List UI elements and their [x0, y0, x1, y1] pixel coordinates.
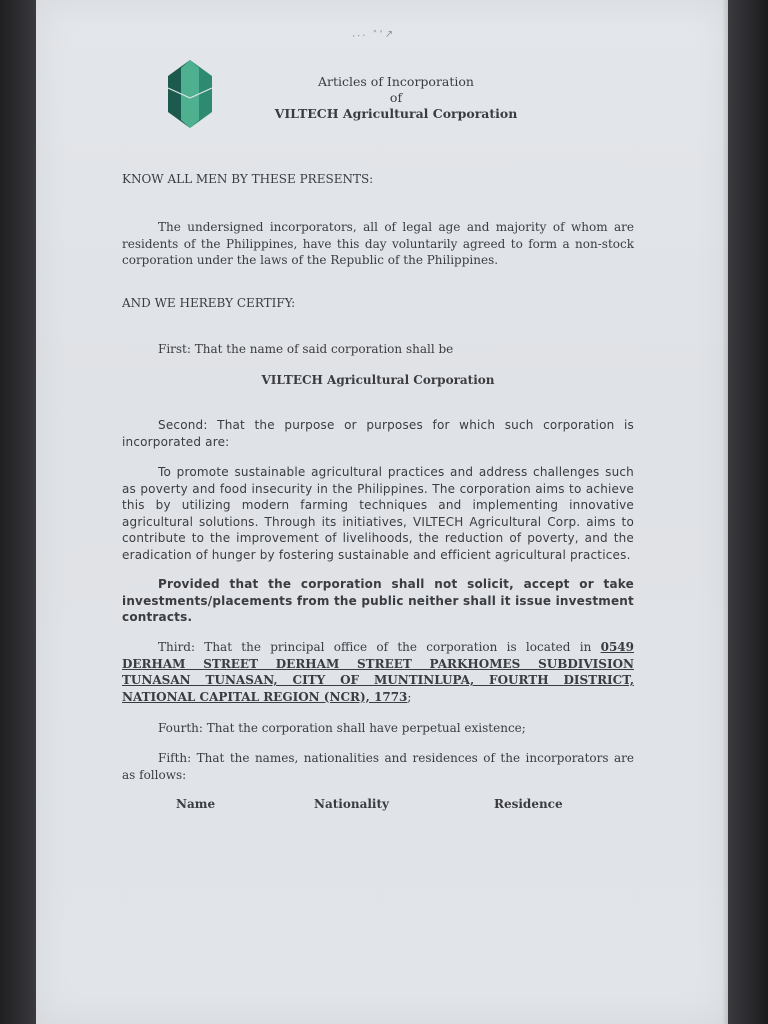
third-clause-prefix: Third: That the principal office of the corporation is located in	[158, 640, 601, 654]
purpose-paragraph: To promote sustainable agricultural practices and address challenges such as poverty and food insecurity in the Philippines. The corporation aims to achieve this by utilizing modern farming techniques and implementing innovative agricultural solutions. Through its initiatives, VILTECH Agricultural Corp. aims to contribute to the improvement of livelihoods, the reduction of poverty, and the eradication of hunger by fostering sustainable and efficient agricultural practices.	[122, 465, 634, 562]
company-logo	[164, 58, 216, 130]
fourth-clause: Fourth: That the corporation shall have perpetual existence;	[158, 721, 526, 735]
logo-center-facet	[181, 60, 199, 128]
document-header	[236, 74, 556, 122]
first-clause: First: That the name of said corporation shall be	[158, 342, 454, 356]
fifth-clause: Fifth: That the names, nationalities and residences of the incorporators are as follows:	[122, 751, 634, 782]
certify-heading: AND WE HEREBY CERTIFY:	[122, 296, 296, 310]
photo-backdrop-right	[728, 0, 768, 1024]
table-header-name: Name	[176, 797, 216, 811]
third-clause	[122, 639, 634, 705]
header-of: of	[389, 90, 403, 105]
table-header-nationality: Nationality	[314, 797, 389, 811]
header-company-name: VILTECH Agricultural Corporation	[274, 106, 518, 121]
document-page	[36, 0, 728, 1024]
proviso-paragraph: Provided that the corporation shall not solicit, accept or take investments/placements from the public neither shall it issue investment contracts.	[122, 577, 634, 624]
table-header-residence: Residence	[494, 797, 563, 811]
intro-heading: KNOW ALL MEN BY THESE PRESENTS:	[122, 172, 374, 186]
intro-paragraph: The undersigned incorporators, all of legal age and majority of whom are residents of the Philippines, have this day voluntarily agreed to form a non-stock corporation under the laws of the Republic of the Philippines.	[122, 220, 634, 267]
handwritten-mark: ··· ˄’↗	[351, 28, 396, 43]
header-title: Articles of Incorporation	[318, 74, 474, 89]
second-clause: Second: That the purpose or purposes for which such corporation is incorporated are:	[122, 418, 634, 449]
page-edge-shadow	[722, 0, 728, 1024]
third-clause-suffix: ;	[407, 689, 412, 704]
corporation-name: VILTECH Agricultural Corporation	[261, 373, 495, 387]
photo-backdrop-left	[0, 0, 36, 1024]
principal-office-address: 0549 DERHAM STREET DERHAM STREET PARKHOMES SUBDIVISION TUNASAN TUNASAN, CITY OF MUNTINLUPA, FOURTH DISTRICT, NATIONAL CAPITAL REGION (NCR), 1773	[122, 640, 634, 704]
